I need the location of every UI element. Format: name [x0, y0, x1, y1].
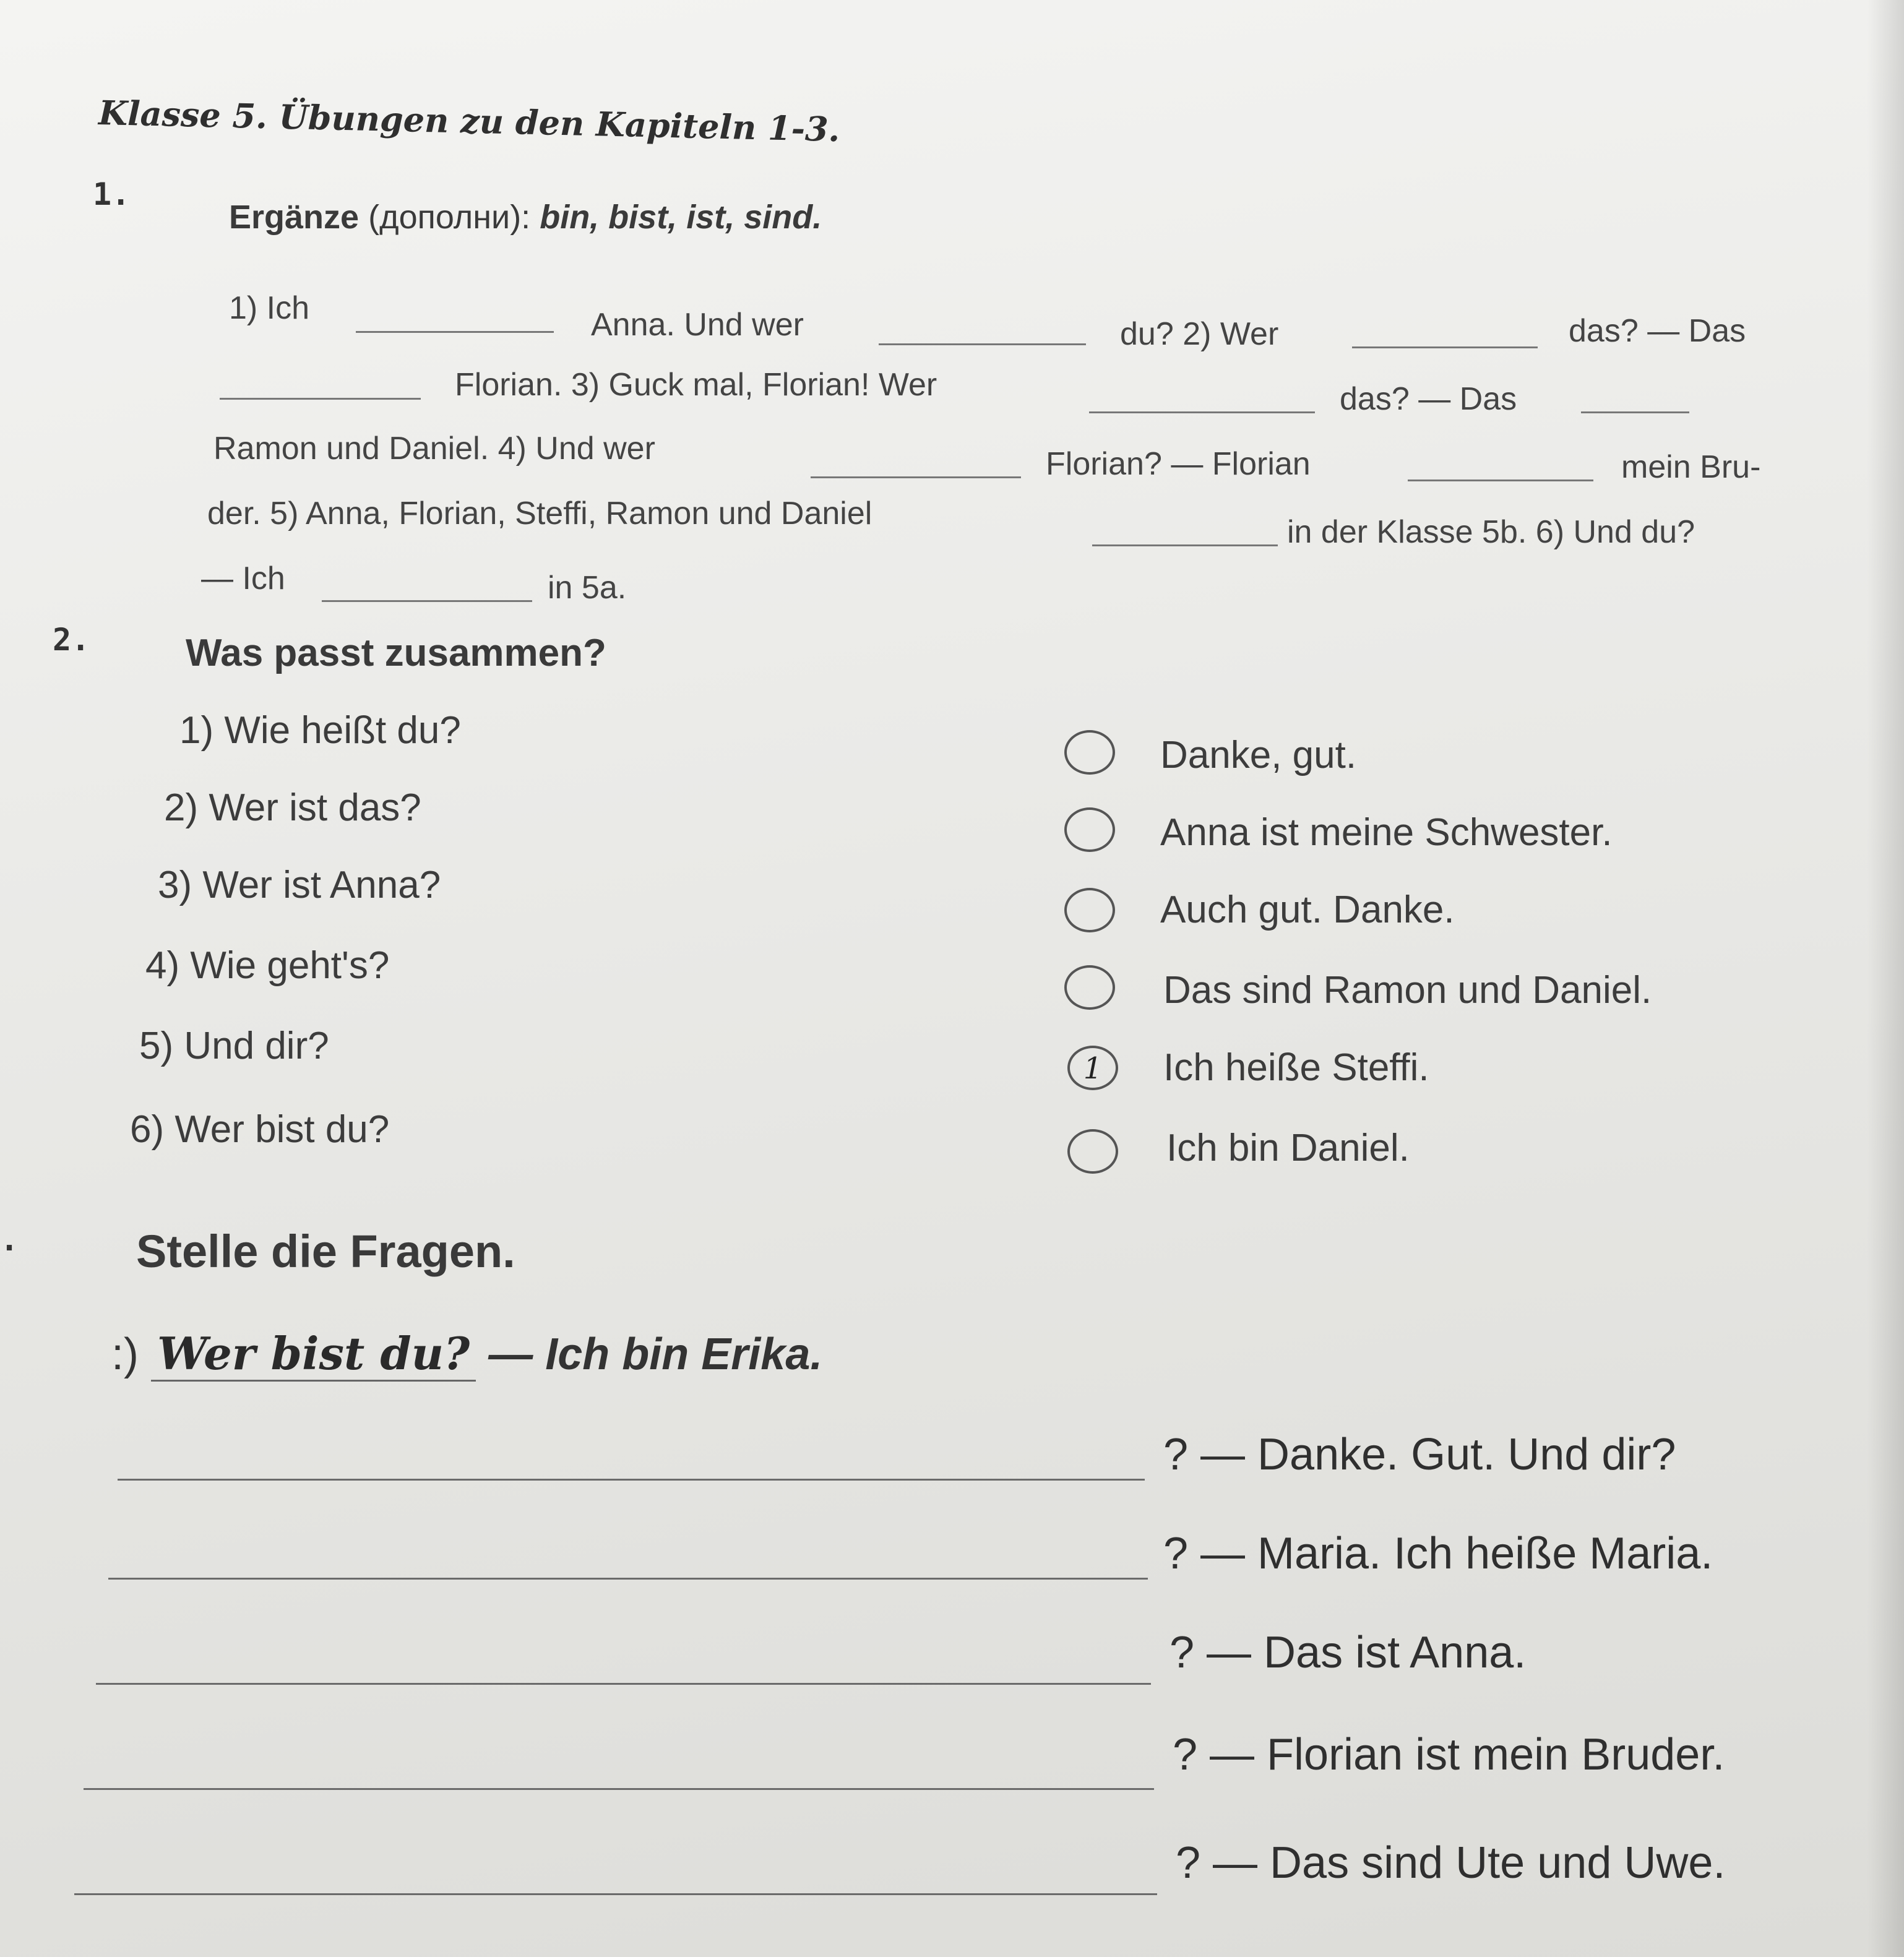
task1-line2-part2: das? — Das — [1340, 381, 1517, 417]
answer-circle-6[interactable] — [1067, 1129, 1118, 1174]
answer-circle-2[interactable] — [1064, 807, 1115, 852]
page-shadow — [1867, 0, 1904, 1957]
answer-4: Das sind Ramon und Daniel. — [1163, 969, 1652, 1012]
response-2: ? — Maria. Ich heiße Maria. — [1163, 1529, 1713, 1578]
example-response: — Ich bin Erika. — [488, 1330, 823, 1379]
task1-blank[interactable] — [811, 476, 1021, 478]
response-1: ? — Danke. Gut. Und dir? — [1163, 1430, 1676, 1479]
task3-example — [111, 1327, 822, 1382]
task1-line1-part1: 1) Ich — [229, 290, 310, 326]
answer-5: Ich heiße Steffi. — [1163, 1046, 1429, 1089]
task1-blank[interactable] — [879, 343, 1086, 345]
task1-blank[interactable] — [1089, 411, 1315, 413]
question-answer-line[interactable] — [96, 1683, 1151, 1685]
answer-2: Anna ist meine Schwester. — [1160, 811, 1613, 854]
question-4: 4) Wie geht's? — [145, 944, 390, 987]
task1-heading-de: Ergänze — [229, 199, 360, 236]
task1-line1-part4: das? — Das — [1569, 313, 1746, 349]
question-answer-line[interactable] — [74, 1893, 1157, 1895]
task1-line3-part2: Florian? — Florian — [1046, 446, 1311, 482]
task1-line5-part1: — Ich — [201, 561, 285, 596]
task1-line2-part1: Florian. 3) Guck mal, Florian! Wer — [455, 367, 937, 403]
task1-heading-ru: (дополни): — [368, 199, 531, 236]
example-prefix: :) — [111, 1330, 139, 1379]
question-3: 3) Wer ist Anna? — [158, 864, 441, 906]
question-answer-line[interactable] — [84, 1788, 1154, 1790]
task1-blank[interactable] — [1581, 411, 1689, 413]
response-5: ? — Das sind Ute und Uwe. — [1176, 1838, 1726, 1888]
answer-6: Ich bin Daniel. — [1166, 1127, 1410, 1169]
answer-circle-1[interactable] — [1064, 730, 1115, 775]
example-handwritten-answer: Wer bist du? — [151, 1327, 476, 1382]
task1-blank[interactable] — [356, 331, 554, 333]
task1-line5-part2: in 5a. — [548, 570, 627, 606]
question-2: 2) Wer ist das? — [164, 786, 421, 829]
question-5: 5) Und dir? — [139, 1025, 329, 1067]
answer-circle-5[interactable]: 1 — [1067, 1046, 1118, 1090]
task2-heading: Was passt zusammen? — [186, 632, 606, 674]
question-1: 1) Wie heißt du? — [179, 709, 461, 752]
task1-line4-part2: in der Klasse 5b. 6) Und du? — [1287, 514, 1695, 550]
task1-blank[interactable] — [1408, 480, 1593, 481]
answer-circle-4[interactable] — [1064, 965, 1115, 1010]
task1-heading-words: bin, bist, ist, sind. — [540, 199, 822, 236]
task1-line3-part3: mein Bru- — [1621, 449, 1761, 485]
task1-number: 1. — [93, 176, 131, 212]
task3-number: . — [0, 1222, 19, 1258]
task1-line1-part2: Anna. Und wer — [591, 307, 804, 343]
response-3: ? — Das ist Anna. — [1170, 1628, 1527, 1677]
question-answer-line[interactable] — [118, 1479, 1145, 1481]
answer-3: Auch gut. Danke. — [1160, 888, 1455, 931]
task1-line1-part3: du? 2) Wer — [1120, 316, 1279, 352]
task1-blank[interactable] — [322, 600, 532, 602]
task1-line4-part1: der. 5) Anna, Florian, Steffi, Ramon und Daniel — [207, 496, 872, 531]
page-title: Klasse 5. Übungen zu den Kapiteln 1-3. — [98, 93, 841, 150]
answer-1: Danke, gut. — [1160, 734, 1357, 776]
task1-blank[interactable] — [220, 398, 421, 400]
answer-circle-3[interactable] — [1064, 888, 1115, 932]
question-answer-line[interactable] — [108, 1578, 1148, 1580]
task3-heading: Stelle die Fragen. — [136, 1226, 515, 1277]
task1-blank[interactable] — [1092, 544, 1278, 546]
task2-number: 2. — [53, 622, 90, 658]
task1-line3-part1: Ramon und Daniel. 4) Und wer — [213, 431, 655, 467]
task1-blank[interactable] — [1352, 346, 1538, 348]
task1-heading — [229, 198, 822, 236]
question-6: 6) Wer bist du? — [130, 1108, 390, 1151]
response-4: ? — Florian ist mein Bruder. — [1173, 1730, 1725, 1779]
